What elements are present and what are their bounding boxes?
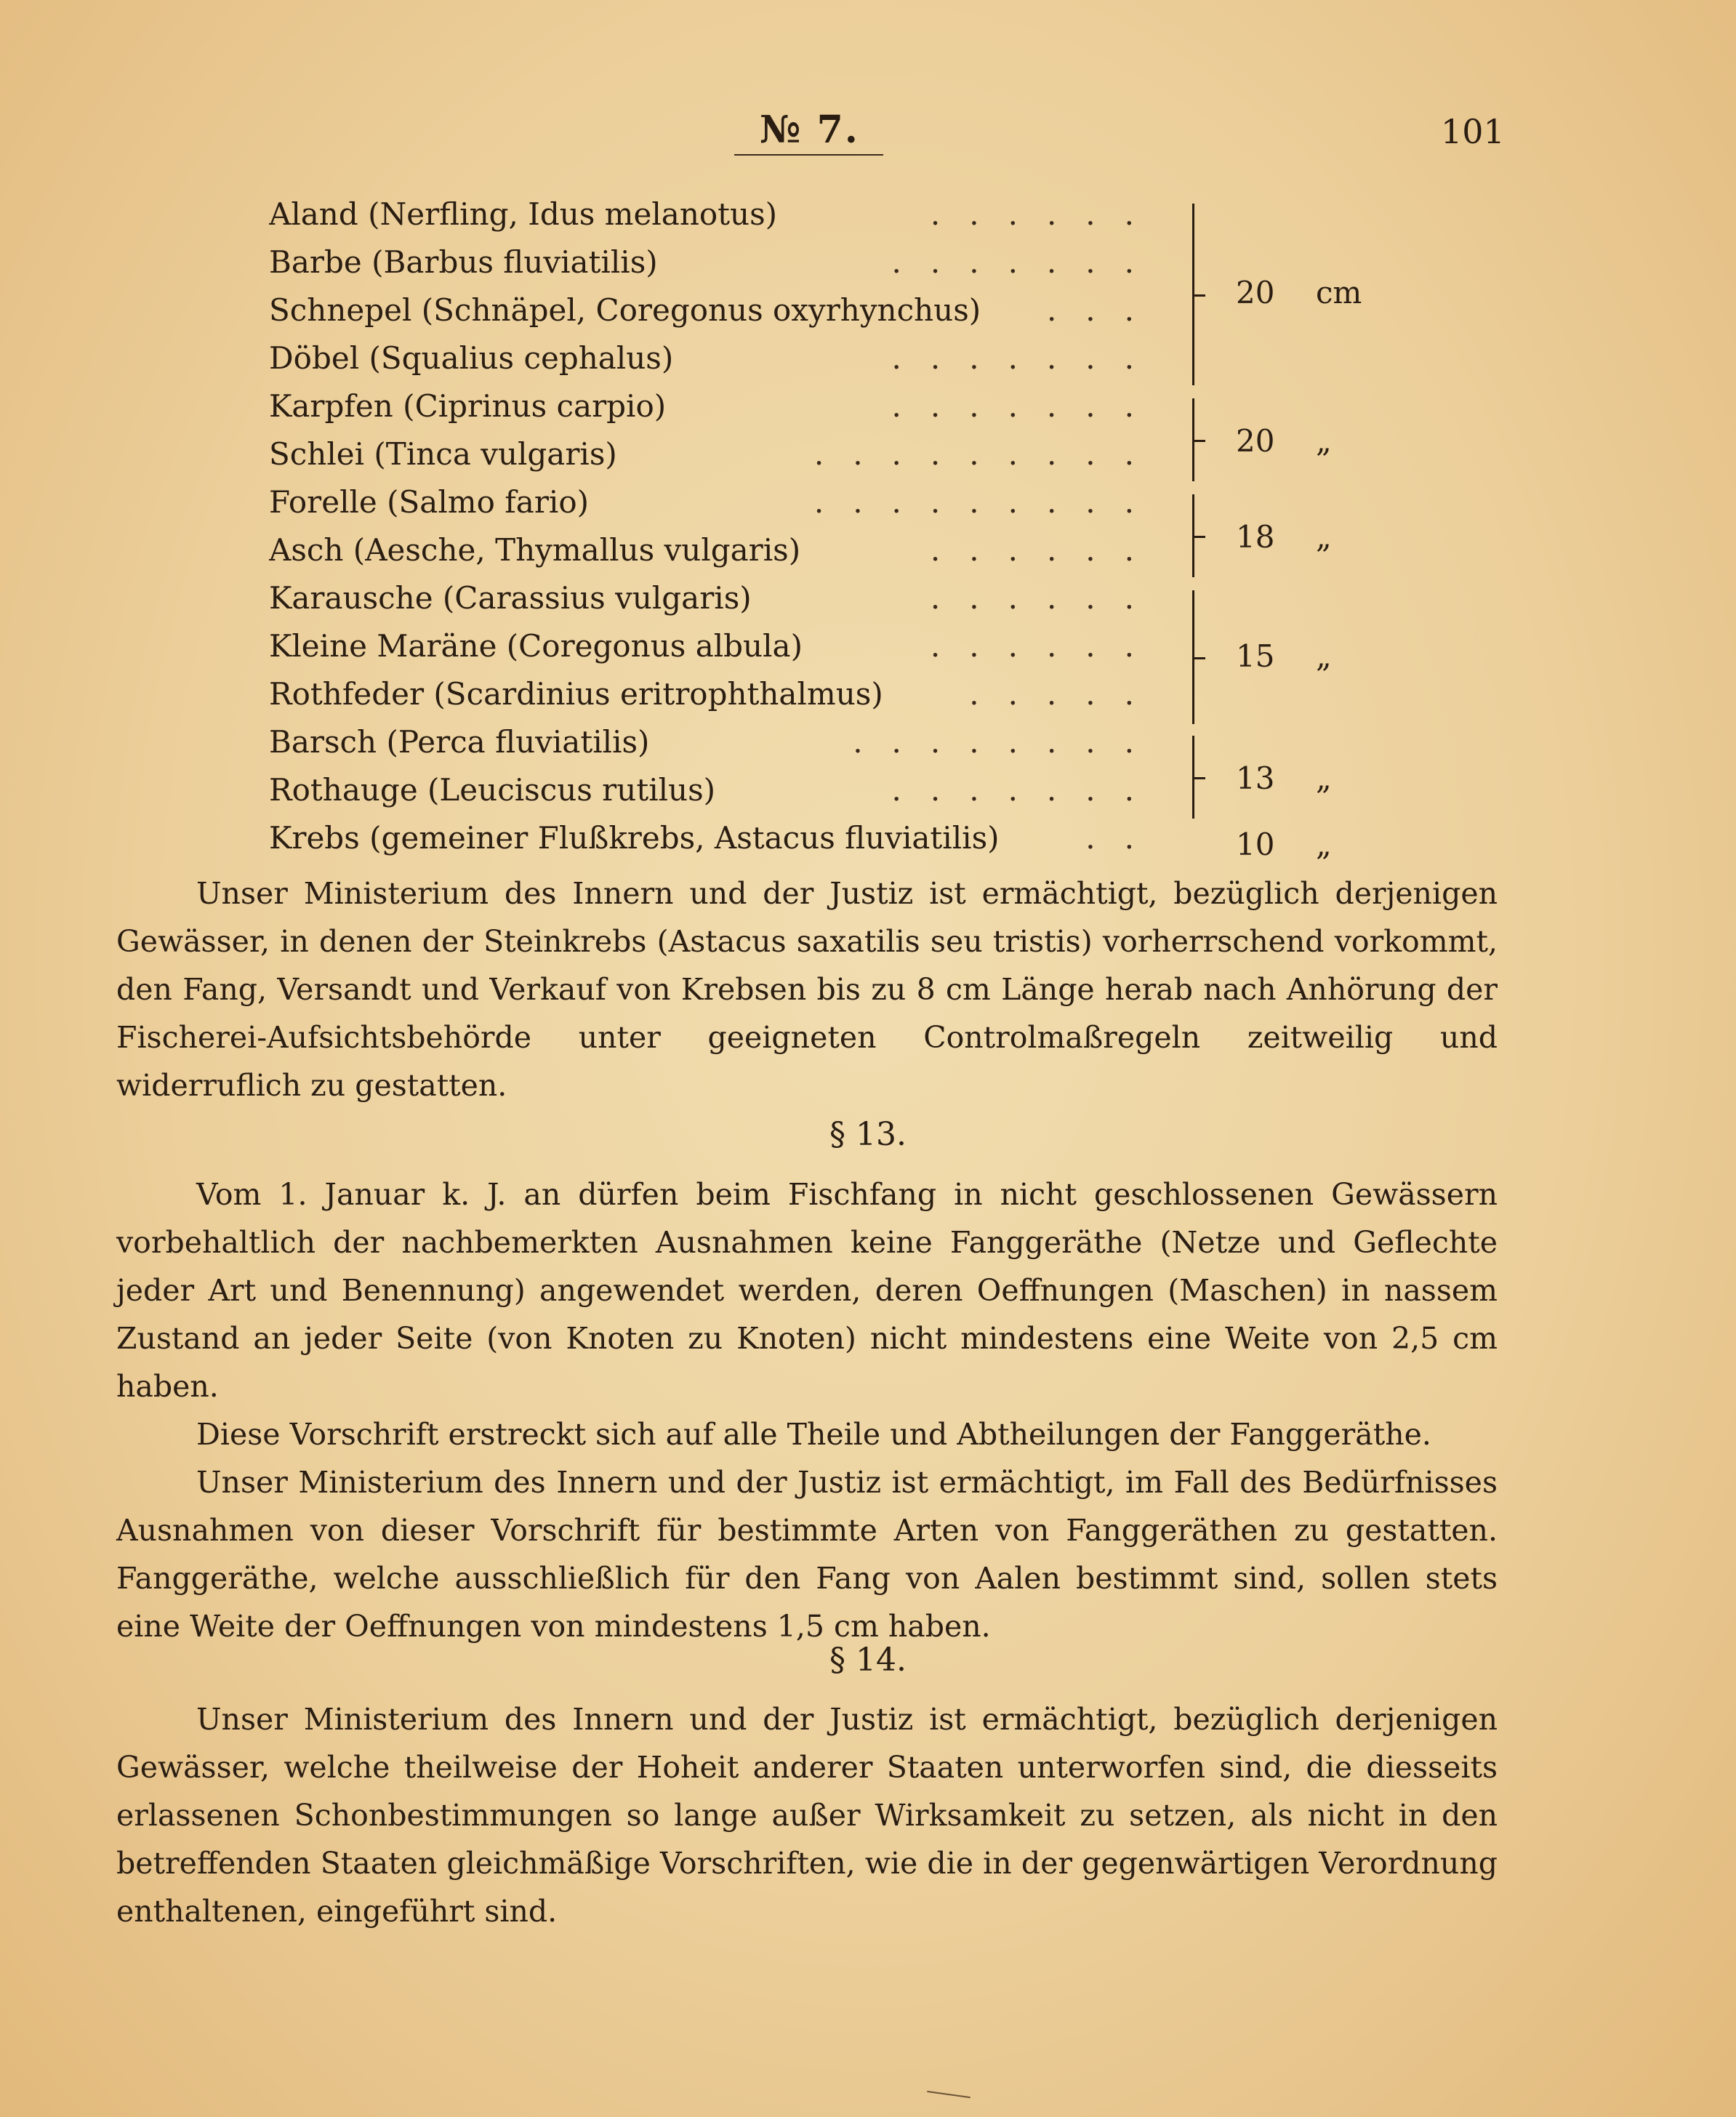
species-row <box>269 574 1163 622</box>
leader-dots: ... <box>1046 292 1163 328</box>
paragraph: Unser Ministerium des Innern und der Justiz ist ermächtigt, bezüglich derjenigen Gewässer, welche theilweise der Hoheit anderer Staaten unterworfen sind, die diesseits erlassenen Schonbestimmungen so lange außer Wirksamkeit zu setzen, als nicht in den betreffenden Staaten gleichmäßige Vorschriften, wie die in der gegenwärtigen Verordnung enthaltenen, eingeführt sind. <box>116 1702 1498 1929</box>
paragraph: Vom 1. Januar k. J. an dürfen beim Fischfang in nicht geschlossenen Gewässern vorbehaltlich der nachbemerkten Ausnahmen keine Fanggeräthe (Netze und Geflechte jeder Art und Benennung) angewendet werden, deren Oeffnungen (Maschen) in nassem Zustand an jeder Seite (von Knoten zu Knoten) nicht mindestens eine Weite von 2,5 cm haben. <box>116 1177 1498 1404</box>
size-value: 20 <box>1236 423 1275 459</box>
species-name: Karpfen (Ciprinus carpio) <box>269 388 667 424</box>
species-row <box>269 622 1163 670</box>
size-group <box>1236 638 1332 674</box>
species-name: Forelle (Salmo fario) <box>269 484 589 520</box>
leader-dots: ....... <box>891 244 1163 280</box>
group-brace <box>1178 590 1207 724</box>
leader-dots: ....... <box>891 772 1163 808</box>
species-row <box>269 382 1163 430</box>
species-row <box>269 718 1163 766</box>
species-list <box>269 190 1214 862</box>
species-name: Döbel (Squalius cephalus) <box>269 340 674 376</box>
page-number: 101 <box>1441 112 1505 151</box>
group-brace <box>1178 736 1207 819</box>
species-name: Aland (Nerfling, Idus melanotus) <box>269 196 778 232</box>
size-unit: „ <box>1316 638 1332 674</box>
species-name: Rothauge (Leuciscus rutilus) <box>269 772 716 808</box>
species-row <box>269 478 1163 526</box>
size-value: 20 <box>1236 275 1275 310</box>
size-group <box>1236 519 1332 555</box>
size-unit: cm <box>1316 275 1362 310</box>
species-row <box>269 814 1163 862</box>
paper-mark <box>927 2091 971 2098</box>
species-name: Barsch (Perca fluviatilis) <box>269 724 650 760</box>
species-name: Schlei (Tinca vulgaris) <box>269 436 617 472</box>
size-unit: „ <box>1316 519 1332 555</box>
paragraph-steinkrebs <box>116 869 1498 1109</box>
species-row <box>269 430 1163 478</box>
leader-dots: ........ <box>853 724 1163 760</box>
species-name: Rothfeder (Scardinius eritrophthalmus) <box>269 676 883 712</box>
size-unit: „ <box>1316 827 1332 862</box>
paragraph: Unser Ministerium des Innern und der Justiz ist ermächtigt, im Fall des Bedürfnisses Ausnahmen von dieser Vorschrift für bestimmte Arten von Fanggeräthen zu gestatten. Fanggeräthe, welche ausschließlich für den Fang von Aalen bestimmt sind, sollen stets eine Weite der Oeffnungen von mindestens 1,5 cm haben. <box>116 1465 1498 1644</box>
page-header <box>0 108 1736 166</box>
paragraph: Unser Ministerium des Innern und der Justiz ist ermächtigt, bezüglich derjenigen Gewässer, in denen der Steinkrebs (Astacus saxatilis seu tristis) vorherrschend vorkommt, den Fang, Versandt und Verkauf von Krebsen bis zu 8 cm Länge herab nach Anhörung der Fischerei-Aufsichtsbehörde unter geeigneten Controlmaßregeln zeitweilig und widerruflich zu gestatten. <box>116 876 1498 1103</box>
leader-dots: ....... <box>891 340 1163 376</box>
issue-underline <box>734 154 883 156</box>
leader-dots: ...... <box>930 532 1163 568</box>
size-unit: „ <box>1316 760 1332 796</box>
leader-dots: ......... <box>813 484 1163 520</box>
section-14-body <box>116 1695 1498 1935</box>
paragraph: Diese Vorschrift erstreckt sich auf alle Theile und Abtheilungen der Fanggeräthe. <box>196 1417 1431 1452</box>
leader-dots: ......... <box>813 436 1163 472</box>
species-name: Krebs (gemeiner Flußkrebs, Astacus fluviatilis) <box>269 820 1000 856</box>
section-13-body <box>116 1170 1498 1650</box>
species-row <box>269 334 1163 382</box>
group-brace <box>1178 204 1207 385</box>
leader-dots: ...... <box>930 196 1163 232</box>
leader-dots: .. <box>1085 820 1163 856</box>
size-value: 13 <box>1236 760 1275 796</box>
size-group <box>1236 760 1332 796</box>
size-group <box>1236 827 1332 862</box>
group-brace <box>1178 494 1207 577</box>
species-row <box>269 526 1163 574</box>
size-group <box>1236 423 1332 459</box>
species-row <box>269 286 1163 334</box>
group-brace <box>1178 398 1207 481</box>
species-row <box>269 190 1163 238</box>
leader-dots: ..... <box>969 676 1163 712</box>
size-value: 15 <box>1236 638 1275 674</box>
leader-dots: ...... <box>930 628 1163 664</box>
species-name: Kleine Maräne (Coregonus albula) <box>269 628 803 664</box>
section-14-heading: § 14. <box>829 1642 907 1679</box>
issue-number: № 7. <box>760 108 859 152</box>
section-13-heading: § 13. <box>829 1116 907 1153</box>
leader-dots: ....... <box>891 388 1163 424</box>
size-value: 10 <box>1236 827 1275 862</box>
size-group <box>1236 275 1362 310</box>
species-row <box>269 238 1163 286</box>
species-name: Karausche (Carassius vulgaris) <box>269 580 752 616</box>
size-value: 18 <box>1236 519 1275 555</box>
species-name: Schnepel (Schnäpel, Coregonus oxyrhynchus) <box>269 292 981 328</box>
size-unit: „ <box>1316 423 1332 459</box>
species-row <box>269 670 1163 718</box>
species-row <box>269 766 1163 814</box>
leader-dots: ...... <box>930 580 1163 616</box>
species-name: Asch (Aesche, Thymallus vulgaris) <box>269 532 801 568</box>
species-name: Barbe (Barbus fluviatilis) <box>269 244 658 280</box>
